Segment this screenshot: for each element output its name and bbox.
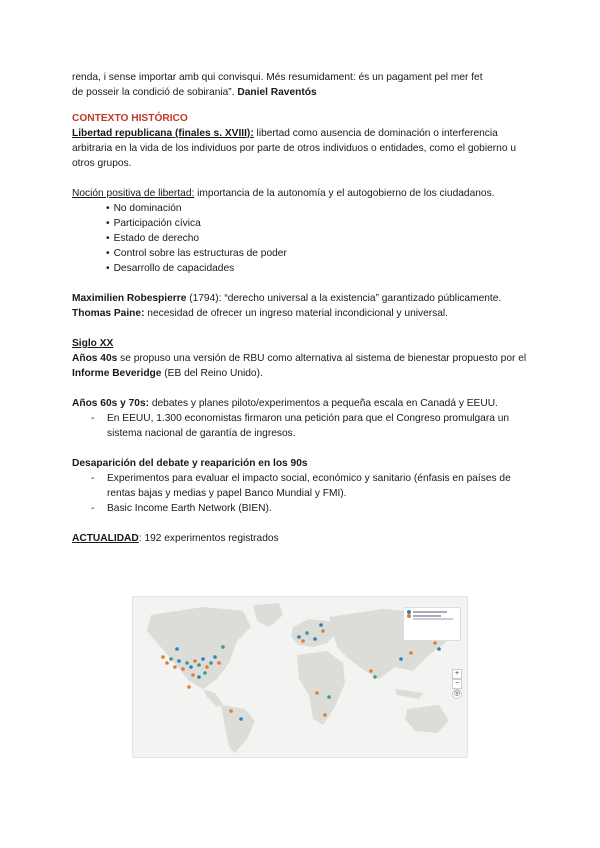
legend-line [413, 615, 441, 617]
intro-author: Daniel Raventós [237, 87, 317, 98]
anos6070-label: Años 60s y 70s: [72, 398, 150, 409]
document-body [72, 70, 532, 546]
list-item: - Experimentos para evaluar el impacto social, económico y sanitario (énfasis en países de rentas bajas y medias y papel Banco Mundial y FMI). [72, 471, 532, 501]
siglo-heading: Siglo XX [72, 338, 114, 349]
map-marker[interactable] [315, 691, 319, 695]
anos40-label: Años 40s [72, 353, 118, 364]
anos6070-list [72, 411, 532, 441]
map-marker[interactable] [437, 647, 441, 651]
republican-text: libertad como ausencia de dominación o interferencia arbitraria en la vida de los individuos por parte de otros individuos o entidades, como el gobierno u otros grupos. [72, 128, 516, 169]
map-marker[interactable] [229, 709, 233, 713]
map-marker[interactable] [321, 629, 325, 633]
actualidad-text: : 192 experimentos registrados [138, 533, 279, 544]
map-marker[interactable] [327, 695, 331, 699]
positive-text: importancia de la autonomía y el autogobierno de los ciudadanos. [194, 188, 495, 199]
map-marker[interactable] [297, 635, 301, 639]
liberty-bullet-list [72, 201, 532, 276]
map-marker[interactable] [191, 673, 195, 677]
list-item: • Participación cívica [106, 216, 532, 231]
map-marker[interactable] [197, 663, 201, 667]
anos6070-paragraph [72, 396, 532, 411]
map-marker[interactable] [239, 717, 243, 721]
map-marker[interactable] [409, 651, 413, 655]
europe-shape [291, 619, 337, 647]
anos6070-text: debates y planes piloto/experimentos a pequeña escala en Canadá y EEUU. [149, 398, 498, 409]
map-marker[interactable] [221, 645, 225, 649]
actualidad-paragraph [72, 531, 532, 546]
map-marker[interactable] [319, 623, 323, 627]
robespierre-paragraph [72, 291, 532, 321]
map-marker[interactable] [173, 665, 177, 669]
intro-line-1: renda, i sense importar amb qui convisqui. Més resumidament: és un pagament pel mer fet [72, 72, 483, 83]
greenland-shape [253, 603, 283, 627]
zoom-out-button[interactable]: − [452, 679, 462, 689]
desaparicion-list [72, 471, 532, 516]
map-marker[interactable] [313, 637, 317, 641]
list-item: - En EEUU, 1.300 economistas firmaron una petición para que el Congreso promulgara un sistema nacional de garantía de ingresos. [72, 411, 532, 441]
legend-line [413, 618, 453, 620]
map-marker[interactable] [217, 661, 221, 665]
intro-line-2 [72, 85, 532, 100]
map-marker[interactable] [197, 675, 201, 679]
map-marker[interactable] [177, 659, 181, 663]
map-marker[interactable] [169, 657, 173, 661]
context-heading: CONTEXTO HISTÓRICO [72, 113, 188, 124]
map-marker[interactable] [203, 671, 207, 675]
anos40-paragraph [72, 351, 532, 381]
locate-icon[interactable]: ◎ [453, 690, 461, 697]
robespierre-name: Maximilien Robespierre [72, 293, 187, 304]
robespierre-text: (1794): “derecho universal a la existencia” garantizado públicamente. [186, 293, 502, 304]
map-marker[interactable] [305, 631, 309, 635]
map-marker[interactable] [189, 665, 193, 669]
legend-dot-orange [407, 614, 411, 618]
map-marker[interactable] [433, 641, 437, 645]
list-item: • No dominación [106, 201, 532, 216]
map-marker[interactable] [165, 661, 169, 665]
positive-label: Noción positiva de libertad: [72, 188, 195, 199]
map-marker[interactable] [187, 685, 191, 689]
actualidad-label: ACTUALIDAD [72, 533, 139, 544]
republican-label: Libertad republicana (finales s. XVIII): [72, 128, 254, 139]
list-item: • Control sobre las estructuras de poder [106, 246, 532, 261]
list-item: • Desarrollo de capacidades [106, 261, 532, 276]
map-marker[interactable] [201, 657, 205, 661]
map-marker[interactable] [193, 659, 197, 663]
world-map[interactable] [132, 596, 468, 758]
desaparicion-heading [72, 456, 532, 471]
map-marker[interactable] [181, 667, 185, 671]
map-marker[interactable] [301, 639, 305, 643]
beveridge-label: Informe Beveridge [72, 368, 162, 379]
republican-paragraph [72, 126, 532, 171]
positive-paragraph [72, 186, 532, 201]
paine-name: Thomas Paine: [72, 308, 145, 319]
africa-shape [297, 651, 345, 725]
beveridge-tail: (EB del Reino Unido). [161, 368, 263, 379]
map-marker[interactable] [185, 661, 189, 665]
central-america-shape [203, 689, 223, 707]
south-america-shape [221, 705, 255, 753]
map-marker[interactable] [175, 647, 179, 651]
map-marker[interactable] [369, 669, 373, 673]
desaparicion-heading-text: Desaparición del debate y reaparición en los 90s [72, 458, 308, 469]
list-item: - Basic Income Earth Network (BIEN). [72, 501, 532, 516]
map-marker[interactable] [209, 661, 213, 665]
map-marker[interactable] [205, 665, 209, 669]
list-item: • Estado de derecho [106, 231, 532, 246]
map-marker[interactable] [399, 657, 403, 661]
anos40-text: se propuso una versión de RBU como alternativa al sistema de bienestar propuesto por el [117, 353, 527, 364]
map-marker[interactable] [213, 655, 217, 659]
indonesia-shape [395, 689, 423, 699]
map-marker[interactable] [161, 655, 165, 659]
map-legend [403, 607, 461, 641]
australia-shape [405, 705, 449, 733]
map-marker[interactable] [323, 713, 327, 717]
legend-line [413, 611, 447, 613]
paine-text: necesidad de ofrecer un ingreso material incondicional y universal. [144, 308, 448, 319]
intro-quote-end: de posseir la condició de sobirania”. [72, 87, 235, 98]
zoom-in-button[interactable]: + [452, 669, 462, 679]
map-marker[interactable] [373, 675, 377, 679]
